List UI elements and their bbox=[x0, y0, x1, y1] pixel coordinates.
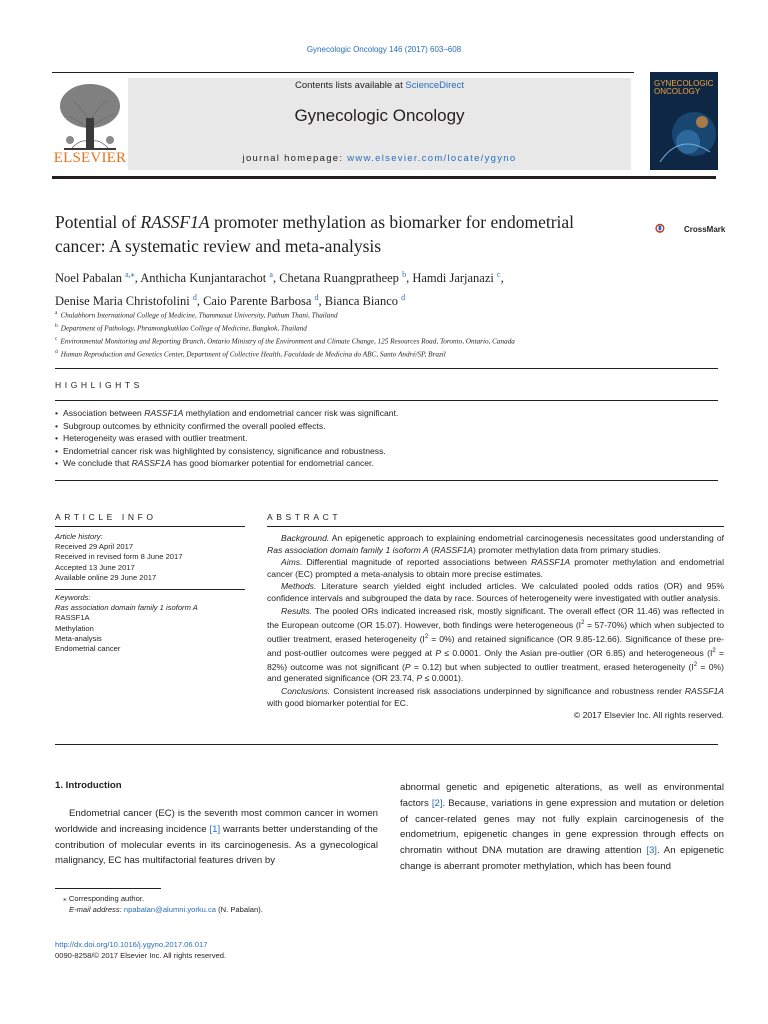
article-title bbox=[55, 210, 635, 258]
abstract-aims bbox=[267, 556, 724, 580]
highlight-item bbox=[55, 407, 715, 420]
email-suffix: (N. Pabalan). bbox=[216, 904, 263, 914]
title-gene: RASSF1A bbox=[140, 212, 210, 232]
author-affiliation-mark[interactable]: d bbox=[192, 293, 197, 303]
author-name[interactable]: Denise Maria Christofolini bbox=[55, 294, 193, 309]
journal-title[interactable]: Gynecologic Oncology bbox=[294, 106, 465, 125]
issn-copyright: 0090-8258/© 2017 Elsevier Inc. All rights reserved. bbox=[55, 950, 227, 960]
doi-block bbox=[55, 940, 226, 961]
highlight-item bbox=[55, 457, 715, 470]
affiliation-text: Environmental Monitoring and Reporting Branch, Ontario Ministry of the Environment and Climate Change, 125 Resources Road, Toronto, Ontario, Canada bbox=[60, 337, 515, 346]
results-text-3: = 0%) and retained significance (OR 9.85-12.66). Significance of these pre- and post-outlier outcomes were pegged at bbox=[267, 633, 724, 658]
elsevier-wordmark: ELSEVIER bbox=[53, 150, 127, 166]
background-text: An epigenetic approach to explaining endometrial carcinogenesis necessitates good understanding of bbox=[329, 533, 724, 543]
affiliation-item bbox=[55, 347, 715, 360]
results-text-1: The pooled ORs indicated increased risk, mostly significant. The overall effect (OR 11.46) was reflected in the European outcome (OR 15.07). However, both findings were heterogeneous (I bbox=[267, 605, 724, 630]
author-separator: , bbox=[406, 271, 413, 286]
highlight-text: RASSF1A bbox=[144, 408, 184, 418]
aims-gene: RASSF1A bbox=[530, 557, 571, 568]
methods-label: Methods. bbox=[281, 581, 317, 592]
author-name[interactable]: Caio Parente Barbosa bbox=[203, 294, 315, 309]
author-separator: , bbox=[272, 271, 280, 286]
article-info-heading: ARTICLE INFO bbox=[55, 512, 157, 522]
journal-reference-link[interactable]: Gynecologic Oncology 146 (2017) 603–608 bbox=[306, 45, 462, 54]
header-top-rule bbox=[52, 72, 634, 73]
abstract-methods bbox=[267, 580, 724, 604]
aims-text-end: promoter methylation and endometrial cancer (EC) prompted a meta-analysis to obtain more precise estimates. bbox=[267, 557, 724, 580]
highlight-text: We conclude that bbox=[63, 458, 132, 469]
author-separator: , bbox=[196, 294, 204, 309]
results-label: Results. bbox=[281, 605, 313, 616]
results-text-8: ≤ 0.0001). bbox=[422, 673, 464, 684]
abstract-conclusions bbox=[267, 685, 724, 709]
homepage-prefix: journal homepage: bbox=[242, 153, 348, 164]
abstract-copyright: © 2017 Elsevier Inc. All rights reserved. bbox=[573, 709, 724, 720]
abstract-bottom-rule bbox=[55, 744, 718, 745]
highlights-rule bbox=[55, 400, 718, 401]
keyword-item: RASSF1A bbox=[55, 613, 90, 623]
author-name[interactable]: Bianca Bianco bbox=[324, 294, 402, 309]
keyword-item: Ras association domain family 1 isoform A bbox=[55, 603, 198, 613]
keywords-label: Keywords: bbox=[55, 593, 91, 603]
body-left-column bbox=[55, 806, 378, 869]
results-text-6: = 0.12) but when subjected to outlier treatment, erased heterogeneity (I bbox=[410, 661, 694, 672]
intro-text-5: . An epigenetic change is aberrant promoter methylation, which has been found bbox=[400, 845, 724, 872]
cover-title-line1: GYNECOLOGIC bbox=[654, 79, 714, 88]
author-separator: , bbox=[318, 294, 325, 309]
results-p-1: P bbox=[435, 647, 442, 658]
corresponding-author-note bbox=[55, 894, 263, 905]
keywords-rule bbox=[55, 589, 245, 590]
highlight-text: Association between bbox=[63, 408, 145, 418]
crossmark-icon[interactable] bbox=[655, 215, 683, 243]
abstract-heading: ABSTRACT bbox=[267, 512, 342, 522]
author-name[interactable]: Noel Pabalan bbox=[55, 271, 126, 286]
results-text-5: = 82%) outcome was not significant ( bbox=[267, 647, 725, 672]
affiliation-item bbox=[55, 308, 715, 321]
reference-3-link[interactable]: [3] bbox=[646, 845, 657, 857]
header-bottom-rule bbox=[52, 176, 716, 179]
affiliation-list bbox=[55, 308, 715, 360]
history-item: Received in revised form 8 June 2017 bbox=[55, 552, 183, 562]
history-item: Received 29 April 2017 bbox=[55, 542, 134, 552]
history-list bbox=[55, 542, 245, 583]
sciencedirect-link[interactable]: ScienceDirect bbox=[405, 80, 464, 91]
cover-title bbox=[654, 80, 714, 96]
email-note bbox=[69, 905, 263, 916]
contents-prefix: Contents lists available at bbox=[295, 80, 406, 91]
footnote-rule bbox=[55, 888, 161, 889]
author-name[interactable]: Anthicha Kunjantarachot bbox=[140, 271, 270, 286]
affiliation-text: Human Reproduction and Genetics Center, Department of Collective Health, Faculdade de Medicina do ABC, Santo André/SP, Brazil bbox=[60, 350, 446, 359]
journal-homepage-line bbox=[128, 153, 631, 164]
conclusions-text-end: with good biomarker potential for EC. bbox=[267, 697, 409, 708]
abstract-background bbox=[267, 532, 724, 556]
conclusions-label: Conclusions. bbox=[281, 685, 331, 696]
footnote-block bbox=[55, 894, 263, 915]
results-p-3: P bbox=[416, 673, 423, 684]
keyword-item: Meta-analysis bbox=[55, 633, 102, 643]
background-label: Background. bbox=[281, 533, 330, 543]
intro-text-2: warrants better understanding of the contribution of molecular events in its carcinogenesis. As a gynecological malignancy, EC has multifactorial features driven by bbox=[55, 823, 378, 867]
affiliation-text: Department of Pathology, Phramongkutklao College of Medicine, Bangkok, Thailand bbox=[60, 324, 307, 333]
abstract-rule bbox=[267, 526, 724, 527]
highlight-text: RASSF1A bbox=[131, 458, 171, 469]
author-affiliation-mark[interactable]: a bbox=[269, 270, 273, 279]
highlight-text: Heterogeneity was erased with outlier treatment. bbox=[63, 433, 248, 444]
results-sup-4: 2 bbox=[693, 661, 698, 668]
highlights-list bbox=[55, 407, 715, 470]
cover-title-line2: ONCOLOGY bbox=[654, 87, 701, 96]
keyword-item: Methylation bbox=[55, 623, 94, 633]
journal-cover-image[interactable] bbox=[650, 72, 718, 170]
author-affiliation-mark[interactable]: a,⁎ bbox=[125, 270, 135, 279]
affiliation-item bbox=[55, 334, 715, 347]
doi-link[interactable]: http://dx.doi.org/10.1016/j.ygyno.2017.06.017 bbox=[55, 940, 208, 949]
title-part-a: Potential of bbox=[55, 212, 141, 232]
results-text-4: ≤ 0.0001. Only the Asian pre-outlier (OR 6.85) and heterogeneous (I bbox=[441, 647, 713, 658]
author-list bbox=[55, 265, 655, 311]
highlights-heading: HIGHLIGHTS bbox=[55, 380, 143, 390]
article-info-rule bbox=[55, 526, 245, 527]
divider-rule bbox=[55, 368, 718, 369]
abstract-body bbox=[267, 532, 724, 721]
results-sup-3: 2 bbox=[712, 647, 716, 654]
author-email-link[interactable]: npabalan@alumni.yorku.ca bbox=[123, 904, 217, 914]
journal-homepage-link[interactable]: www.elsevier.com/locate/ygyno bbox=[347, 153, 517, 164]
highlight-text: has good biomarker potential for endometrial cancer. bbox=[170, 458, 374, 469]
author-affiliation-mark[interactable]: c bbox=[497, 270, 501, 279]
highlight-item bbox=[55, 420, 715, 433]
highlights-bottom-rule bbox=[55, 480, 718, 481]
highlight-text: methylation and endometrial cancer risk was significant. bbox=[183, 408, 399, 418]
methods-text: Literature search yielded eight included articles. We calculated pooled odds ratios (OR) and 95% confidence intervals and subgrouped the data by race. Sources of heterogeneity were investigated with outlier analysis. bbox=[267, 581, 724, 604]
keywords-list bbox=[55, 603, 245, 654]
body-right-column bbox=[400, 780, 724, 875]
article-info-panel bbox=[55, 532, 245, 654]
title-line-2: cancer: A systematic review and meta-analysis bbox=[55, 236, 382, 256]
intro-text-4: . Because, variations in gene expression and mutation or deletion of cancer-related genes may not fully explain carcinogenesis of the endometrium, epigenetic changes in gene expression through effects on chromatin without DNA mutation are drawing attention bbox=[400, 797, 724, 857]
background-paren: ( bbox=[428, 545, 434, 556]
title-part-b: promoter methylation as biomarker for endometrial bbox=[209, 212, 575, 232]
contents-availability-line bbox=[128, 80, 631, 91]
affiliation-mark: b bbox=[55, 322, 58, 329]
author-name[interactable]: Hamdi Jarjanazi bbox=[412, 271, 497, 286]
intro-text-3: abnormal genetic and epigenetic alterations, as well as environmental factors bbox=[400, 782, 724, 809]
author-affiliation-mark[interactable]: d bbox=[401, 293, 406, 303]
reference-2-link[interactable]: [2] bbox=[431, 797, 443, 809]
author-affiliation-mark[interactable]: b bbox=[402, 270, 407, 279]
affiliation-text: Chulabhorn International College of Medicine, Thammasat University, Pathum Thani, Thailand bbox=[60, 311, 338, 320]
highlight-text: Subgroup outcomes by ethnicity confirmed the overall pooled effects. bbox=[63, 420, 326, 431]
affiliation-item bbox=[55, 321, 715, 334]
corresponding-mark: ⁎ bbox=[63, 894, 67, 903]
highlight-item bbox=[55, 445, 715, 458]
affiliation-mark: d bbox=[55, 348, 58, 355]
results-sup-2: 2 bbox=[424, 633, 429, 640]
highlight-text: Endometrial cancer risk was highlighted by consistency, significance and robustness. bbox=[63, 445, 386, 456]
conclusions-text: Consistent increased risk associations underpinned by significance and robustness render bbox=[330, 685, 685, 696]
introduction-heading: 1. Introduction bbox=[55, 780, 122, 791]
background-text-end: ) promoter methylation data from primary studies. bbox=[473, 545, 661, 556]
aims-text: Differential magnitude of reported associations between bbox=[302, 557, 531, 568]
background-gene: RASSF1A bbox=[433, 545, 474, 556]
author-separator: , bbox=[134, 271, 141, 286]
keyword-item: Endometrial cancer bbox=[55, 644, 121, 654]
abstract-results bbox=[267, 605, 724, 685]
email-label: E-mail address: bbox=[69, 904, 124, 914]
author-affiliation-mark[interactable]: d bbox=[314, 293, 319, 303]
corresponding-text: Corresponding author. bbox=[66, 894, 145, 903]
results-sup-1: 2 bbox=[581, 619, 585, 626]
results-text-7: = 0%) and generated significance (OR 23.74, bbox=[267, 661, 725, 684]
highlight-item bbox=[55, 432, 715, 445]
intro-text-1: Endometrial cancer (EC) is the seventh most common cancer in women worldwide and increasing incidence bbox=[55, 808, 378, 835]
crossmark-label[interactable]: CrossMark bbox=[684, 225, 726, 234]
author-name[interactable]: Chetana Ruangpratheep bbox=[279, 271, 403, 286]
affiliation-mark: c bbox=[55, 335, 58, 342]
history-item: Accepted 13 June 2017 bbox=[55, 562, 135, 572]
results-text-2: = 57-70%) which when subjected to outlier treatment, erased heterogeneity (I bbox=[267, 619, 724, 644]
aims-label: Aims. bbox=[281, 557, 303, 568]
history-label: Article history: bbox=[55, 532, 103, 541]
author-separator: , bbox=[500, 271, 504, 286]
affiliation-mark: a bbox=[55, 310, 58, 316]
conclusions-gene: RASSF1A bbox=[684, 685, 724, 696]
results-p-2: P bbox=[404, 661, 411, 672]
history-item: Available online 29 June 2017 bbox=[55, 572, 157, 582]
background-gene-full: Ras association domain family 1 isoform A bbox=[267, 545, 429, 556]
reference-1-link[interactable]: [1] bbox=[209, 823, 221, 835]
